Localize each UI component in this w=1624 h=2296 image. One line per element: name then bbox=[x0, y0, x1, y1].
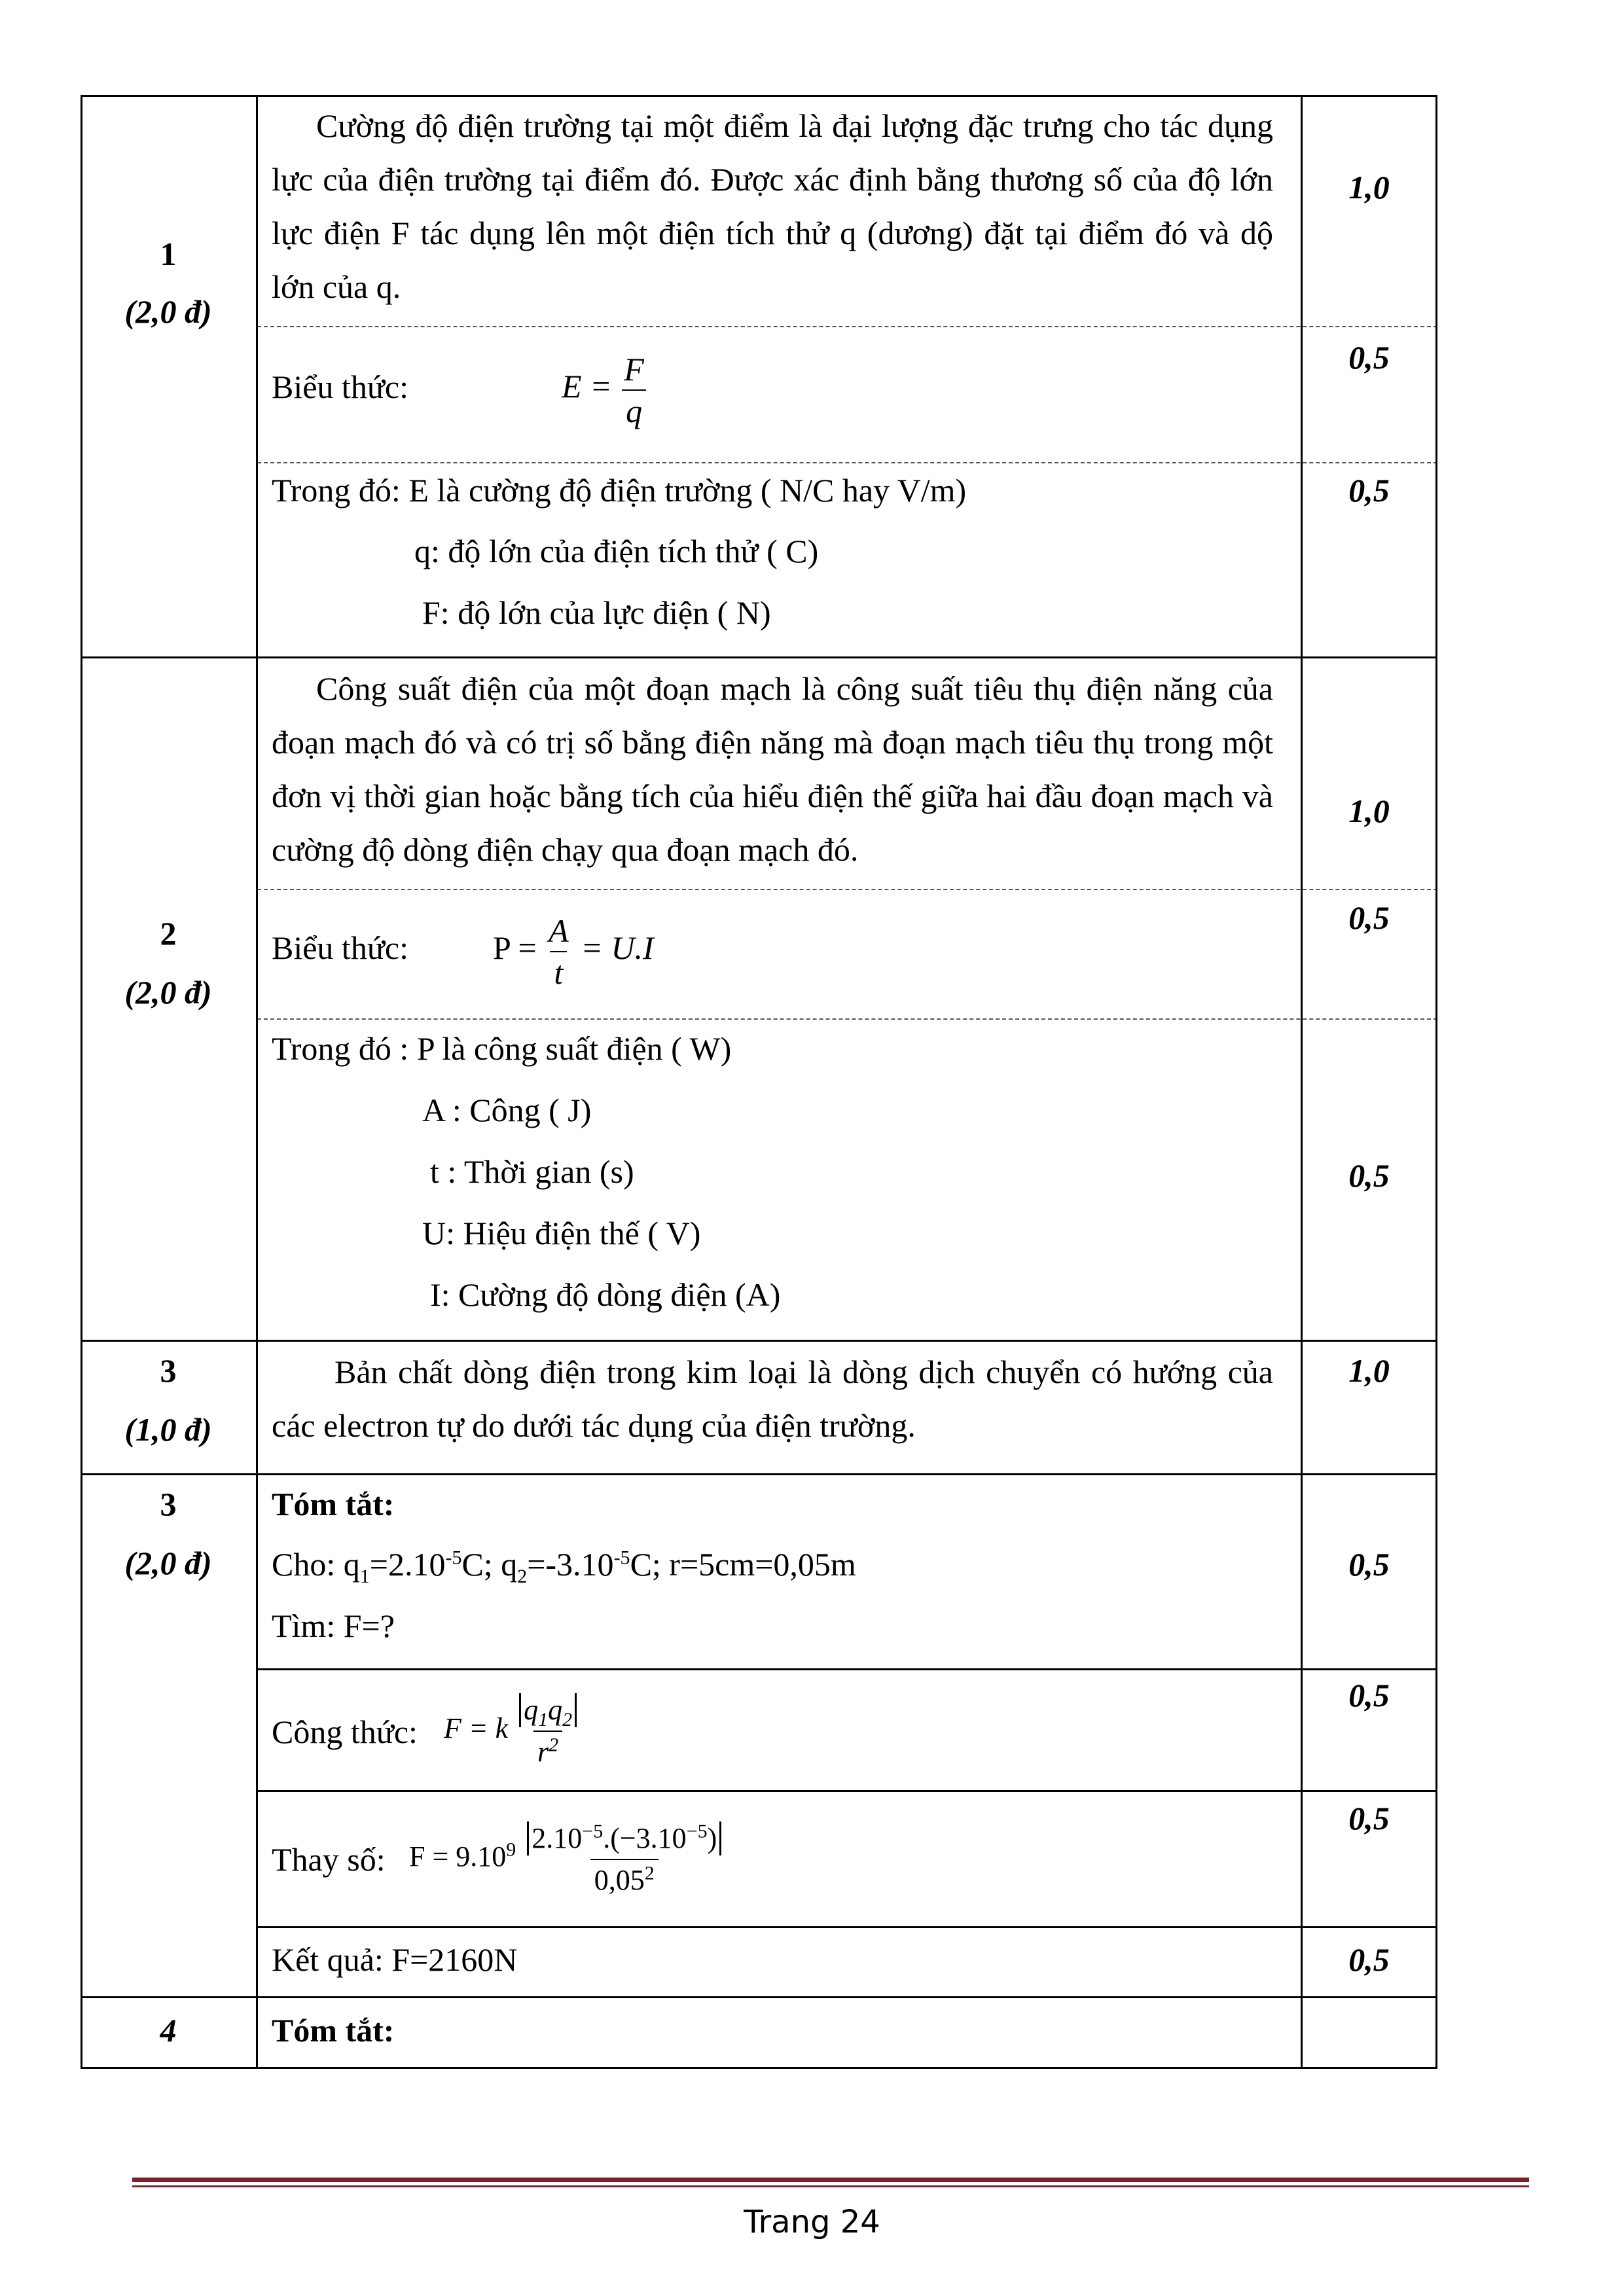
substitution-formula: $F = 9.10^9$ $\frac{2.10^{-5}.(-3.10^{-5})}{0,05^2}$ bbox=[409, 1798, 725, 1916]
where-line: A : Công ( J) bbox=[422, 1092, 592, 1128]
given-values: Cho: $q_1=2.10^{-5}C$; $q_2=-3.10^{-5}C$; r=5cm=0,05m bbox=[272, 1546, 856, 1587]
score: 1,0 bbox=[1348, 1352, 1390, 1389]
page-number: Trang 24 bbox=[744, 2204, 880, 2240]
footer-rule bbox=[132, 2178, 1529, 2182]
score: 0,5 bbox=[1348, 1546, 1390, 1583]
column-divider bbox=[256, 95, 258, 2069]
row-divider bbox=[257, 889, 1437, 890]
row-divider bbox=[257, 1926, 1437, 1928]
row-divider bbox=[257, 1018, 1437, 1020]
score: 0,5 bbox=[1348, 899, 1390, 936]
column-divider bbox=[1301, 95, 1303, 2069]
where-line: U: Hiệu điện thế ( V) bbox=[422, 1215, 701, 1251]
expression-formula: P = $\frac{A}{t}$ = U.I bbox=[493, 897, 654, 998]
question-points: (1,0 đ) bbox=[124, 1411, 212, 1448]
where-line: I: Cường độ dòng điện (A) bbox=[430, 1276, 781, 1313]
find-value: Tìm: F=? bbox=[272, 1607, 395, 1644]
formula-label: Công thức: bbox=[272, 1713, 418, 1750]
answer-table bbox=[81, 95, 1437, 2069]
row-divider bbox=[81, 1473, 1437, 1475]
coulomb-formula: F = k $\frac{q_1q_2}{r^2}$ bbox=[444, 1675, 581, 1782]
row-divider bbox=[81, 1996, 1437, 1998]
question-number: 2 bbox=[160, 915, 177, 952]
definition-text: Cường độ điện trường tại một điểm là đại lượng đặc trưng cho tác dụng lực của điện trường tại điểm đó. Được xác định bằng thương số của độ lớn lực điện F tác dụng lên một điện tích thử q (dương) đặt tại điểm đó và dộ lớn của q. bbox=[272, 107, 1273, 305]
where-line: F: độ lớn của lực điện ( N) bbox=[422, 594, 771, 631]
where-line: Trong đó : P là công suất điện ( W) bbox=[272, 1030, 732, 1067]
definition-text: Công suất điện của một đoạn mạch là công suất tiêu thụ điện năng của đoạn mạch đó và có trị số bằng điện năng mà đoạn mạch tiêu thụ trong một đơn vị thời gian hoặc bằng tích của hiểu điện thế giữa hai đầu đoạn mạch và cường độ dòng điện chạy qua đoạn mạch đó. bbox=[272, 670, 1273, 868]
expression-label: Biểu thức: bbox=[272, 929, 409, 966]
question-number: 1 bbox=[160, 236, 177, 272]
table-border-right bbox=[1435, 95, 1437, 2069]
score: 0,5 bbox=[1348, 339, 1390, 376]
where-line: Trong đó: E là cường độ điện trường ( N/C hay V/m) bbox=[272, 472, 967, 509]
where-line: q: độ lớn của điện tích thử ( C) bbox=[414, 533, 819, 569]
question-points: (2,0 đ) bbox=[124, 974, 212, 1011]
score: 1,0 bbox=[1348, 169, 1390, 206]
row-divider bbox=[257, 1790, 1437, 1792]
row-divider bbox=[81, 656, 1437, 658]
expression-label: Biểu thức: bbox=[272, 368, 409, 405]
question-number: 3 bbox=[160, 1352, 177, 1389]
question-number: 3 bbox=[160, 1486, 177, 1522]
question-points: (2,0 đ) bbox=[124, 1545, 212, 1581]
score: 0,5 bbox=[1348, 1800, 1390, 1837]
table-border-top bbox=[81, 95, 1437, 97]
question-points: (2,0 đ) bbox=[124, 293, 212, 330]
result-text: Kết quả: F=2160N bbox=[272, 1941, 518, 1978]
row-divider bbox=[81, 1340, 1437, 1342]
score: 0,5 bbox=[1348, 1941, 1390, 1978]
question-number: 4 bbox=[160, 2012, 177, 2049]
score: 0,5 bbox=[1348, 472, 1390, 509]
footer-rule-thin bbox=[132, 2185, 1529, 2187]
summary-title: Tóm tắt: bbox=[272, 2012, 395, 2049]
row-divider bbox=[257, 326, 1437, 327]
table-border-bottom bbox=[81, 2067, 1437, 2069]
score: 0,5 bbox=[1348, 1157, 1390, 1194]
expression-formula: E = $\frac{F}{q}$ bbox=[562, 334, 648, 439]
score: 1,0 bbox=[1348, 793, 1390, 829]
definition-text: Bản chất dòng điện trong kim loại là dòng dịch chuyển có hướng của các electron tự do dưới tác dụng của điện trường. bbox=[272, 1354, 1273, 1444]
table-border-left bbox=[81, 95, 82, 2069]
row-divider bbox=[257, 1668, 1437, 1670]
substitution-label: Thay số: bbox=[272, 1841, 386, 1878]
summary-title: Tóm tắt: bbox=[272, 1486, 395, 1522]
score: 0,5 bbox=[1348, 1677, 1390, 1713]
where-line: t : Thời gian (s) bbox=[430, 1153, 634, 1190]
